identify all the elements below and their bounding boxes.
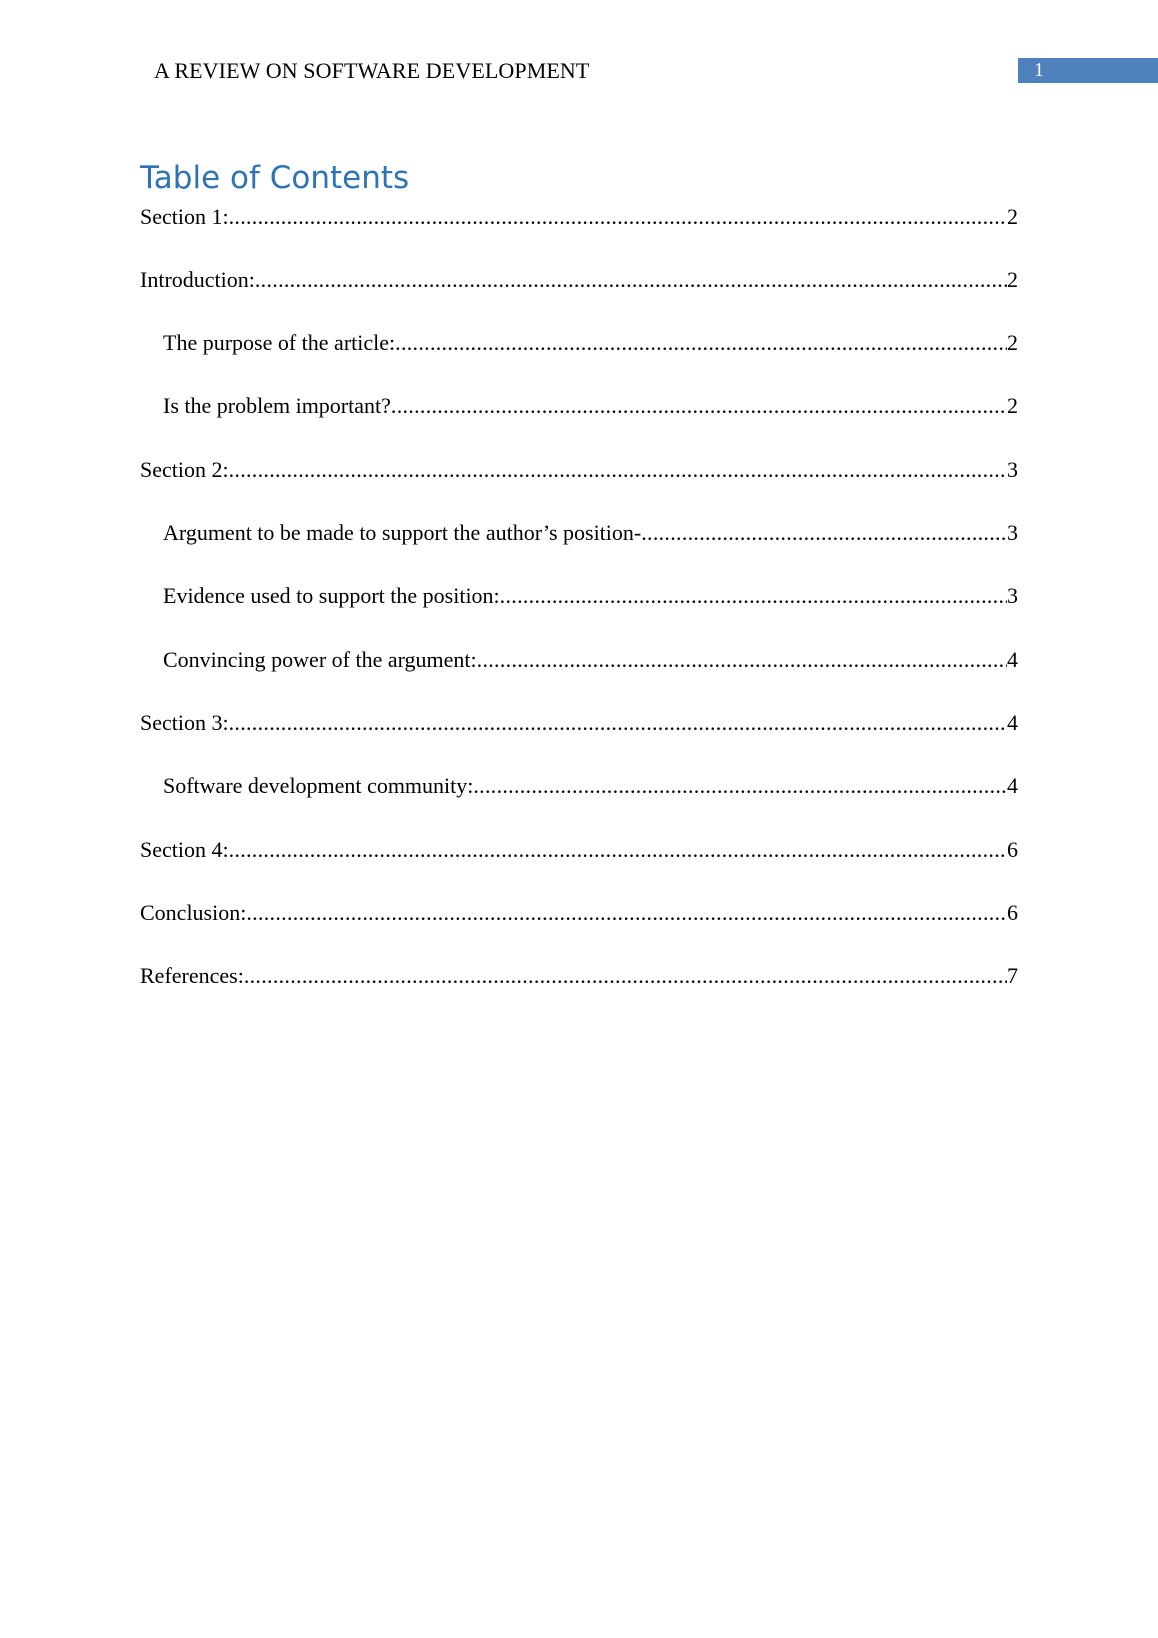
toc-entry[interactable] [140,961,1018,991]
running-header-title: A REVIEW ON SOFTWARE DEVELOPMENT [154,58,590,83]
toc-entry-label: Software development community: [163,773,474,798]
toc-leader-dots [391,391,1007,421]
toc-entry-page: 2 [1007,204,1018,229]
toc-entry-label: Is the problem important? [163,393,391,418]
toc-entry[interactable] [140,898,1018,928]
toc-heading: Table of Contents [140,160,410,196]
toc-entry-page: 3 [1007,457,1018,482]
toc-leader-dots [255,265,1007,295]
toc-entry[interactable] [163,518,1018,548]
toc-entry[interactable] [163,645,1018,675]
toc-entry-label: Section 4: [140,837,229,862]
toc-entry-page: 4 [1007,710,1018,735]
toc-leader-dots [229,708,1007,738]
page-number-badge [1018,58,1158,83]
toc-entry-label: Section 2: [140,457,229,482]
toc-entry-label: Section 1: [140,204,229,229]
toc-leader-dots [246,898,1007,928]
toc-entry-label: Argument to be made to support the author’s position- [163,520,642,545]
toc-entry[interactable] [163,581,1018,611]
toc-leader-dots [477,645,1007,675]
toc-entry-label: Conclusion: [140,900,247,925]
toc-entry[interactable] [163,391,1018,421]
toc-entry[interactable] [140,265,1018,295]
toc-entry[interactable] [140,835,1018,865]
toc-entry-label: References: [140,963,244,988]
toc-entry-page: 3 [1007,520,1018,545]
toc-entry[interactable] [140,202,1018,232]
toc-entry-label: Section 3: [140,710,229,735]
toc-entry-page: 2 [1007,393,1018,418]
toc-entry-page: 7 [1007,963,1018,988]
toc-entry-label: Introduction: [140,267,255,292]
toc-entry-page: 6 [1007,837,1018,862]
toc-entry[interactable] [163,771,1018,801]
toc-entry[interactable] [140,455,1018,485]
page-number: 1 [1034,59,1044,81]
toc-leader-dots [641,518,1007,548]
toc-entry-page: 6 [1007,900,1018,925]
toc-entry-page: 2 [1007,267,1018,292]
toc-entry-label: Convincing power of the argument: [163,647,477,672]
toc-leader-dots [473,771,1007,801]
toc-leader-dots [395,328,1007,358]
toc-entry-page: 4 [1007,647,1018,672]
toc-entry-label: The purpose of the article: [163,330,396,355]
toc-leader-dots [500,581,1007,611]
toc-entry-page: 2 [1007,330,1018,355]
toc-leader-dots [229,455,1007,485]
toc-entry-page: 3 [1007,583,1018,608]
toc-entry-page: 4 [1007,773,1018,798]
toc-entry-label: Evidence used to support the position: [163,583,500,608]
toc-leader-dots [229,835,1007,865]
toc-leader-dots [244,961,1007,991]
toc-leader-dots [229,202,1007,232]
toc-entry[interactable] [163,328,1018,358]
toc-entry[interactable] [140,708,1018,738]
